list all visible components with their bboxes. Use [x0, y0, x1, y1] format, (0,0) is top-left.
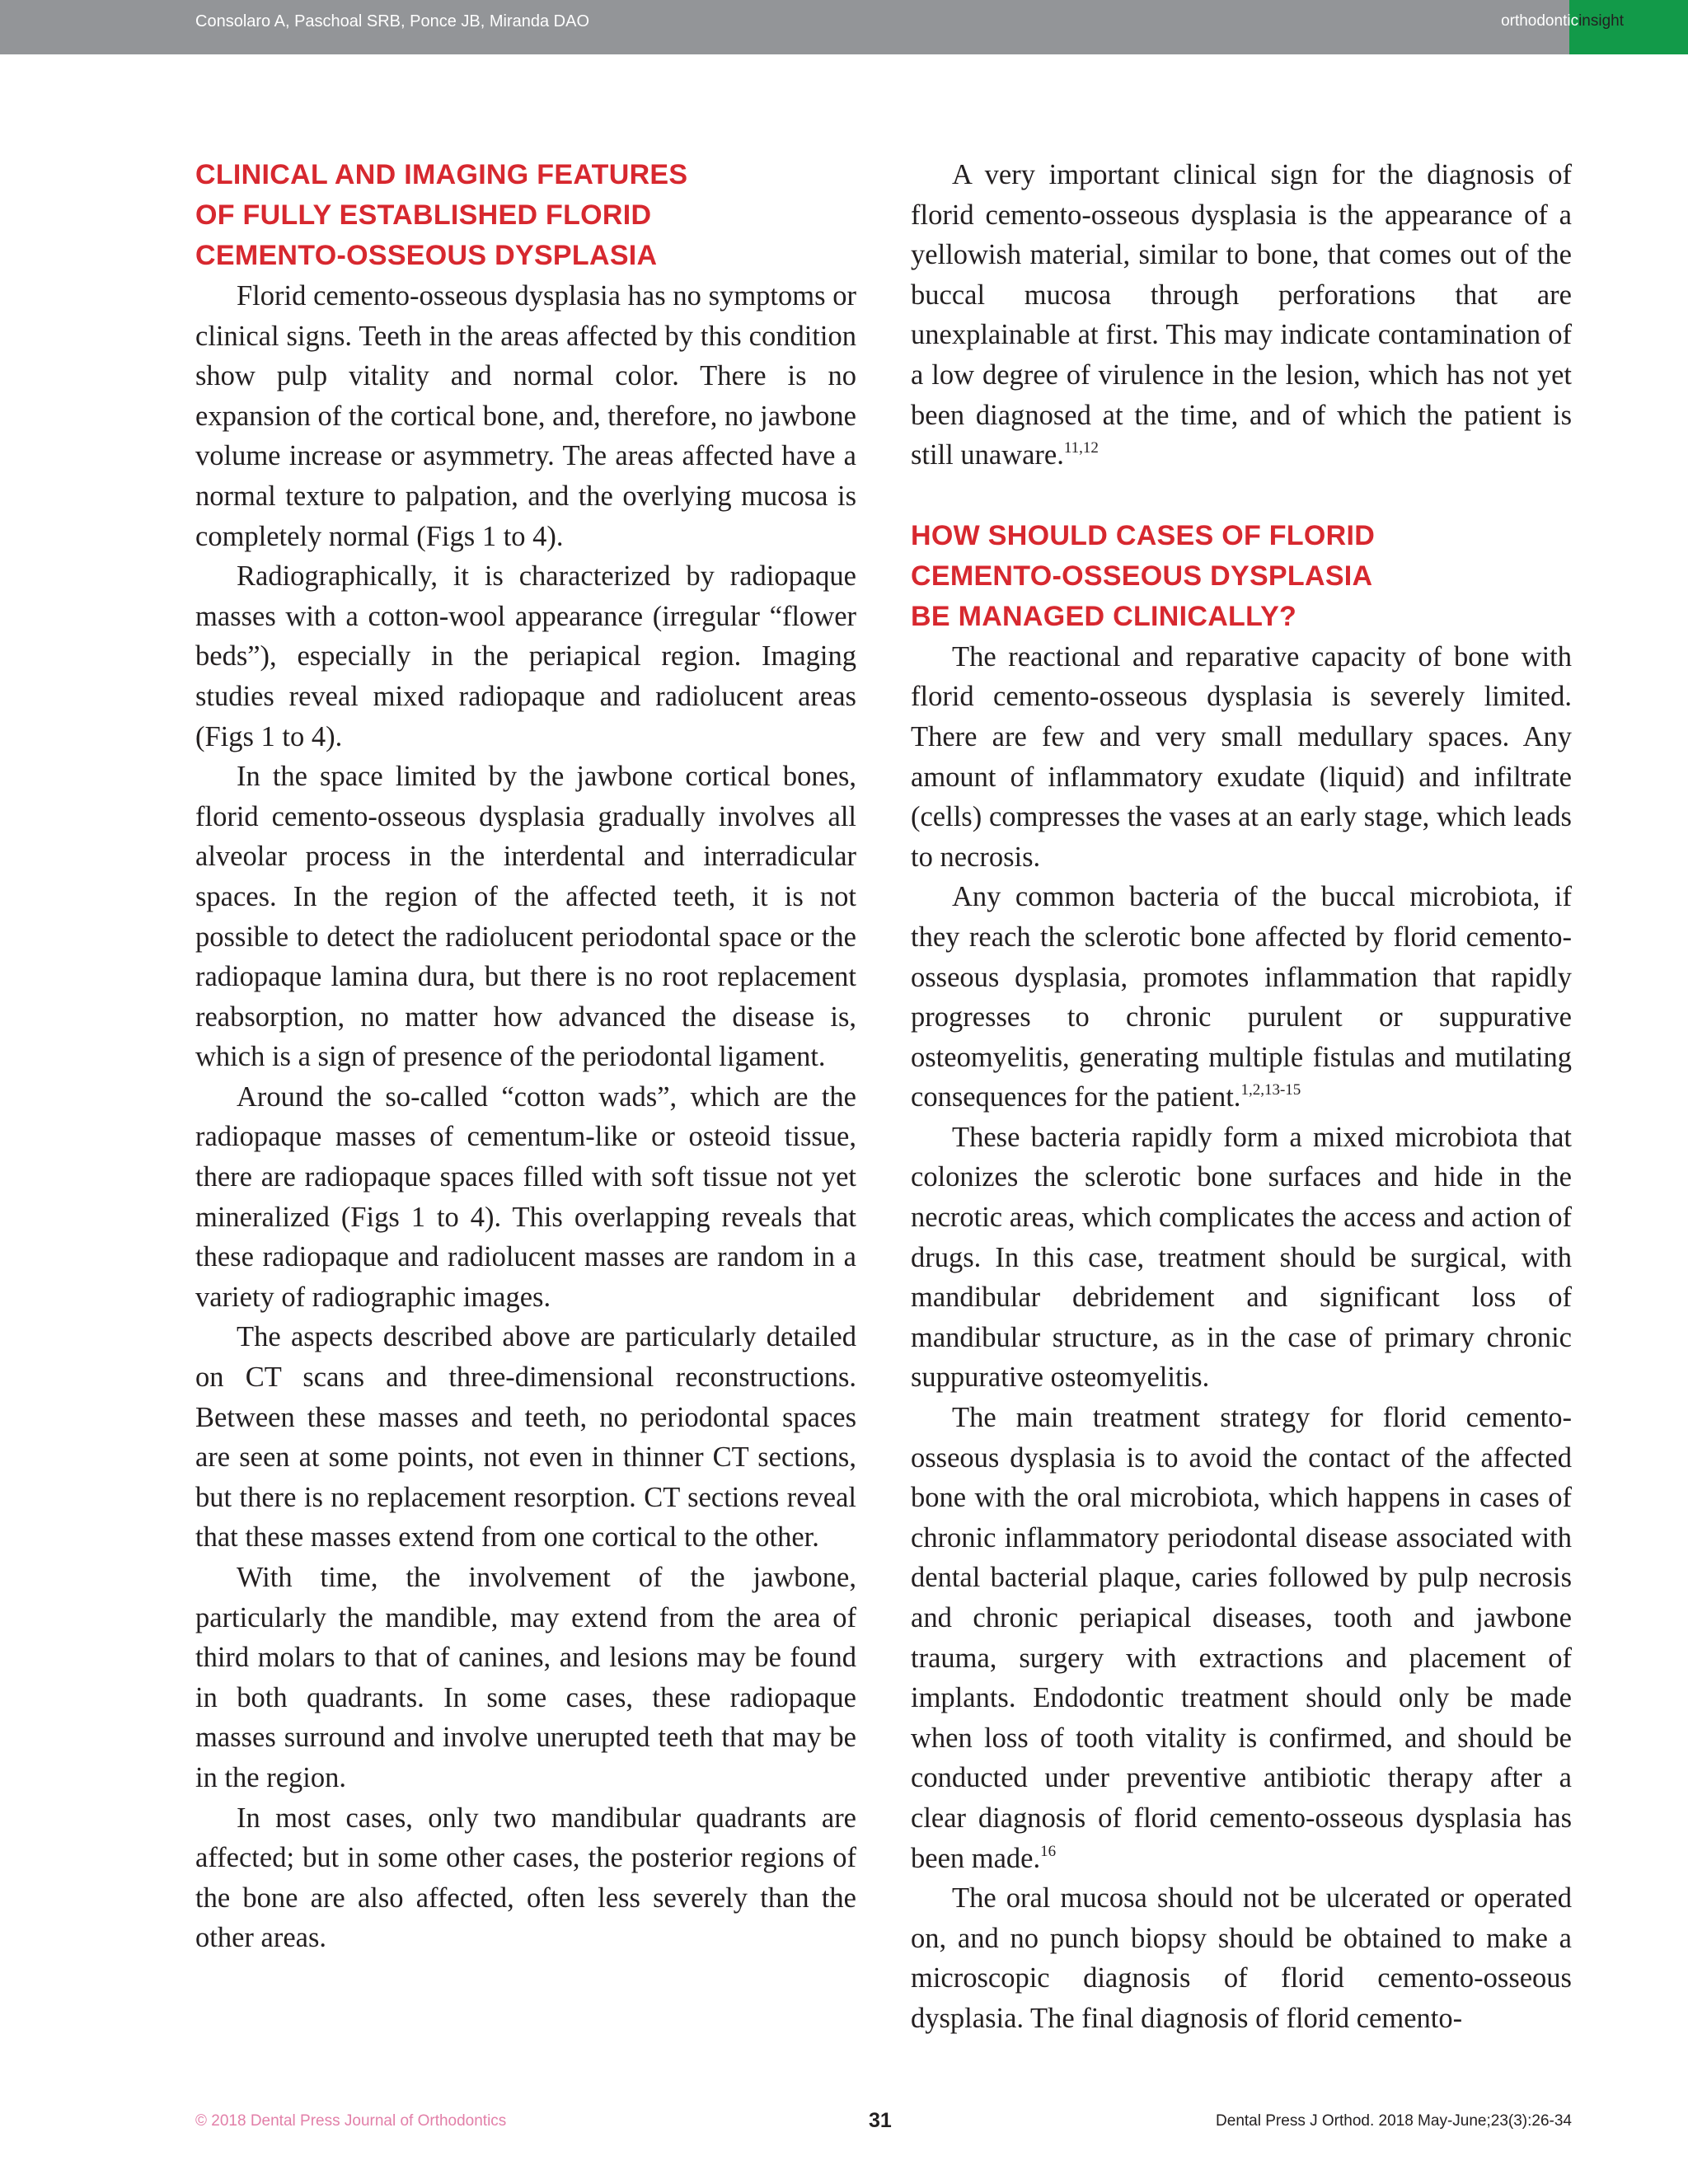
section-heading-management	[911, 516, 1572, 637]
body-paragraph: The reactional and reparative capacity of bone with florid cemento-osseous dysplasia is severely limited. There are few and very small medullary spaces. Any amount of inflammatory exudate (liquid) and infiltrate (cells) compresses the vases at an early stage, which leads to necrosis.	[911, 640, 1572, 873]
paragraph-text: Any common bacteria of the buccal microbiota, if they reach the sclerotic bone affected by florid cemento-osseous dysplasia, promotes inflammation that rapidly progresses to chronic purulent or suppurative osteomyelitis, generating multiple fistulas and mutilating consequences for the patient.	[911, 881, 1572, 1113]
section-label	[1501, 0, 1624, 43]
section-heading-clinical-imaging	[195, 155, 856, 276]
heading-line: CLINICAL AND IMAGING FEATURES	[195, 159, 688, 190]
running-header	[0, 0, 1688, 54]
body-paragraph: These bacteria rapidly form a mixed microbiota that colonizes the sclerotic bone surfaces and hide in the necrotic areas, which complicates the access and action of drugs. In this case, treatment should be surgical, with mandibular debridement and significant loss of mandibular structure, as in the case of primary chronic suppurative osteomyelitis.	[911, 1121, 1572, 1394]
header-authors: Consolaro A, Paschoal SRB, Ponce JB, Miranda DAO	[195, 12, 590, 30]
paragraph-text: The main treatment strategy for florid cemento-osseous dysplasia is to avoid the contact of the affected bone with the oral microbiota, which happens in cases of chronic inflammatory periodontal disease associated with dental bacterial plaque, caries followed by pulp necrosis and chronic periapical diseases, tooth and jawbone trauma, surgery with extractions and placement of implants. Endodontic treatment should only be made when loss of tooth vitality is confirmed, and should be conducted under preventive antibiotic therapy after a clear diagnosis of florid cemento-osseous dysplasia has been made.	[911, 1402, 1572, 1874]
body-paragraph: The oral mucosa should not be ulcerated or operated on, and no punch biopsy should be obtained to make a microscopic diagnosis of florid cemento-osseous dysplasia. The final diagnosis of florid cemento-	[911, 1882, 1572, 2034]
heading-line: CEMENTO-OSSEOUS DYSPLASIA	[195, 240, 658, 271]
body-paragraph: In most cases, only two mandibular quadrants are affected; but in some other cases, the posterior regions of the bone are also affected, often less severely than the other areas.	[195, 1802, 856, 1954]
body-paragraph: Florid cemento-osseous dysplasia has no symptoms or clinical signs. Teeth in the areas affected by this condition show pulp vitality and normal color. There is no expansion of the cortical bone, and, therefore, no jawbone volume increase or asymmetry. The areas affected have a normal texture to palpation, and the overlying mucosa is completely normal (Figs 1 to 4).	[195, 280, 856, 552]
page-number: 31	[869, 2109, 892, 2132]
body-paragraph: The aspects described above are particularly detailed on CT scans and three-dimensional reconstructions. Between these masses and teeth, no periodontal spaces are seen at some points, not even in thinner CT sections, but there is no replacement resorption. CT sections reveal that these masses extend from one cortical to the other.	[195, 1321, 856, 1554]
section-label-accent: insight	[1578, 12, 1624, 30]
paragraph-text: A very important clinical sign for the diagnosis of florid cemento-osseous dysplasia is the appearance of a yellowish material, similar to bone, that comes out of the buccal mucosa through perforations that are unexplainable at first. This may indicate contamination of a low degree of virulence in the lesion, which has not yet been diagnosed at the time, and of which the patient is still unaware.	[911, 159, 1572, 471]
heading-line: HOW SHOULD CASES OF FLORID	[911, 519, 1376, 551]
body-paragraph	[911, 877, 1572, 1118]
running-footer	[0, 2106, 1688, 2139]
body-paragraph	[911, 155, 1572, 476]
citation-reference: 11,12	[1063, 438, 1099, 457]
citation-reference: 1,2,13-15	[1240, 1081, 1301, 1099]
right-column	[911, 155, 1572, 2039]
footer-copyright: © 2018 Dental Press Journal of Orthodontics	[195, 2112, 507, 2130]
footer-citation: Dental Press J Orthod. 2018 May-June;23(3):26-34	[1216, 2112, 1572, 2130]
heading-line: BE MANAGED CLINICALLY?	[911, 600, 1297, 632]
left-column	[195, 155, 856, 1958]
body-paragraph	[911, 1398, 1572, 1878]
body-paragraph: In the space limited by the jawbone cortical bones, florid cemento-osseous dysplasia gradually involves all alveolar process in the interdental and interradicular spaces. In the region of the affected teeth, it is not possible to detect the radiolucent periodontal space or the radiopaque lamina dura, but there is no root replacement reabsorption, no matter how advanced the disease is, which is a sign of presence of the periodontal ligament.	[195, 761, 856, 1073]
citation-reference: 16	[1040, 1842, 1057, 1860]
body-paragraph: Around the so-called “cotton wads”, which are the radiopaque masses of cementum-like or osteoid tissue, there are radiopaque spaces filled with soft tissue not yet mineralized (Figs 1 to 4). This overlapping reveals that these radiopaque and radiolucent masses are random in a variety of radiographic images.	[195, 1080, 856, 1313]
section-label-prefix: orthodontic	[1501, 12, 1579, 30]
body-paragraph: Radiographically, it is characterized by radiopaque masses with a cotton-wool appearance (irregular “flower beds”), especially in the periapical region. Imaging studies reveal mixed radiopaque and radiolucent areas (Figs 1 to 4).	[195, 560, 856, 752]
body-paragraph: With time, the involvement of the jawbone, particularly the mandible, may extend from the area of third molars to that of canines, and lesions may be found in both quadrants. In some cases, these radiopaque masses surround and involve unerupted teeth that may be in the region.	[195, 1562, 856, 1793]
heading-line: CEMENTO-OSSEOUS DYSPLASIA	[911, 560, 1373, 592]
heading-line: OF FULLY ESTABLISHED FLORID	[195, 199, 652, 231]
